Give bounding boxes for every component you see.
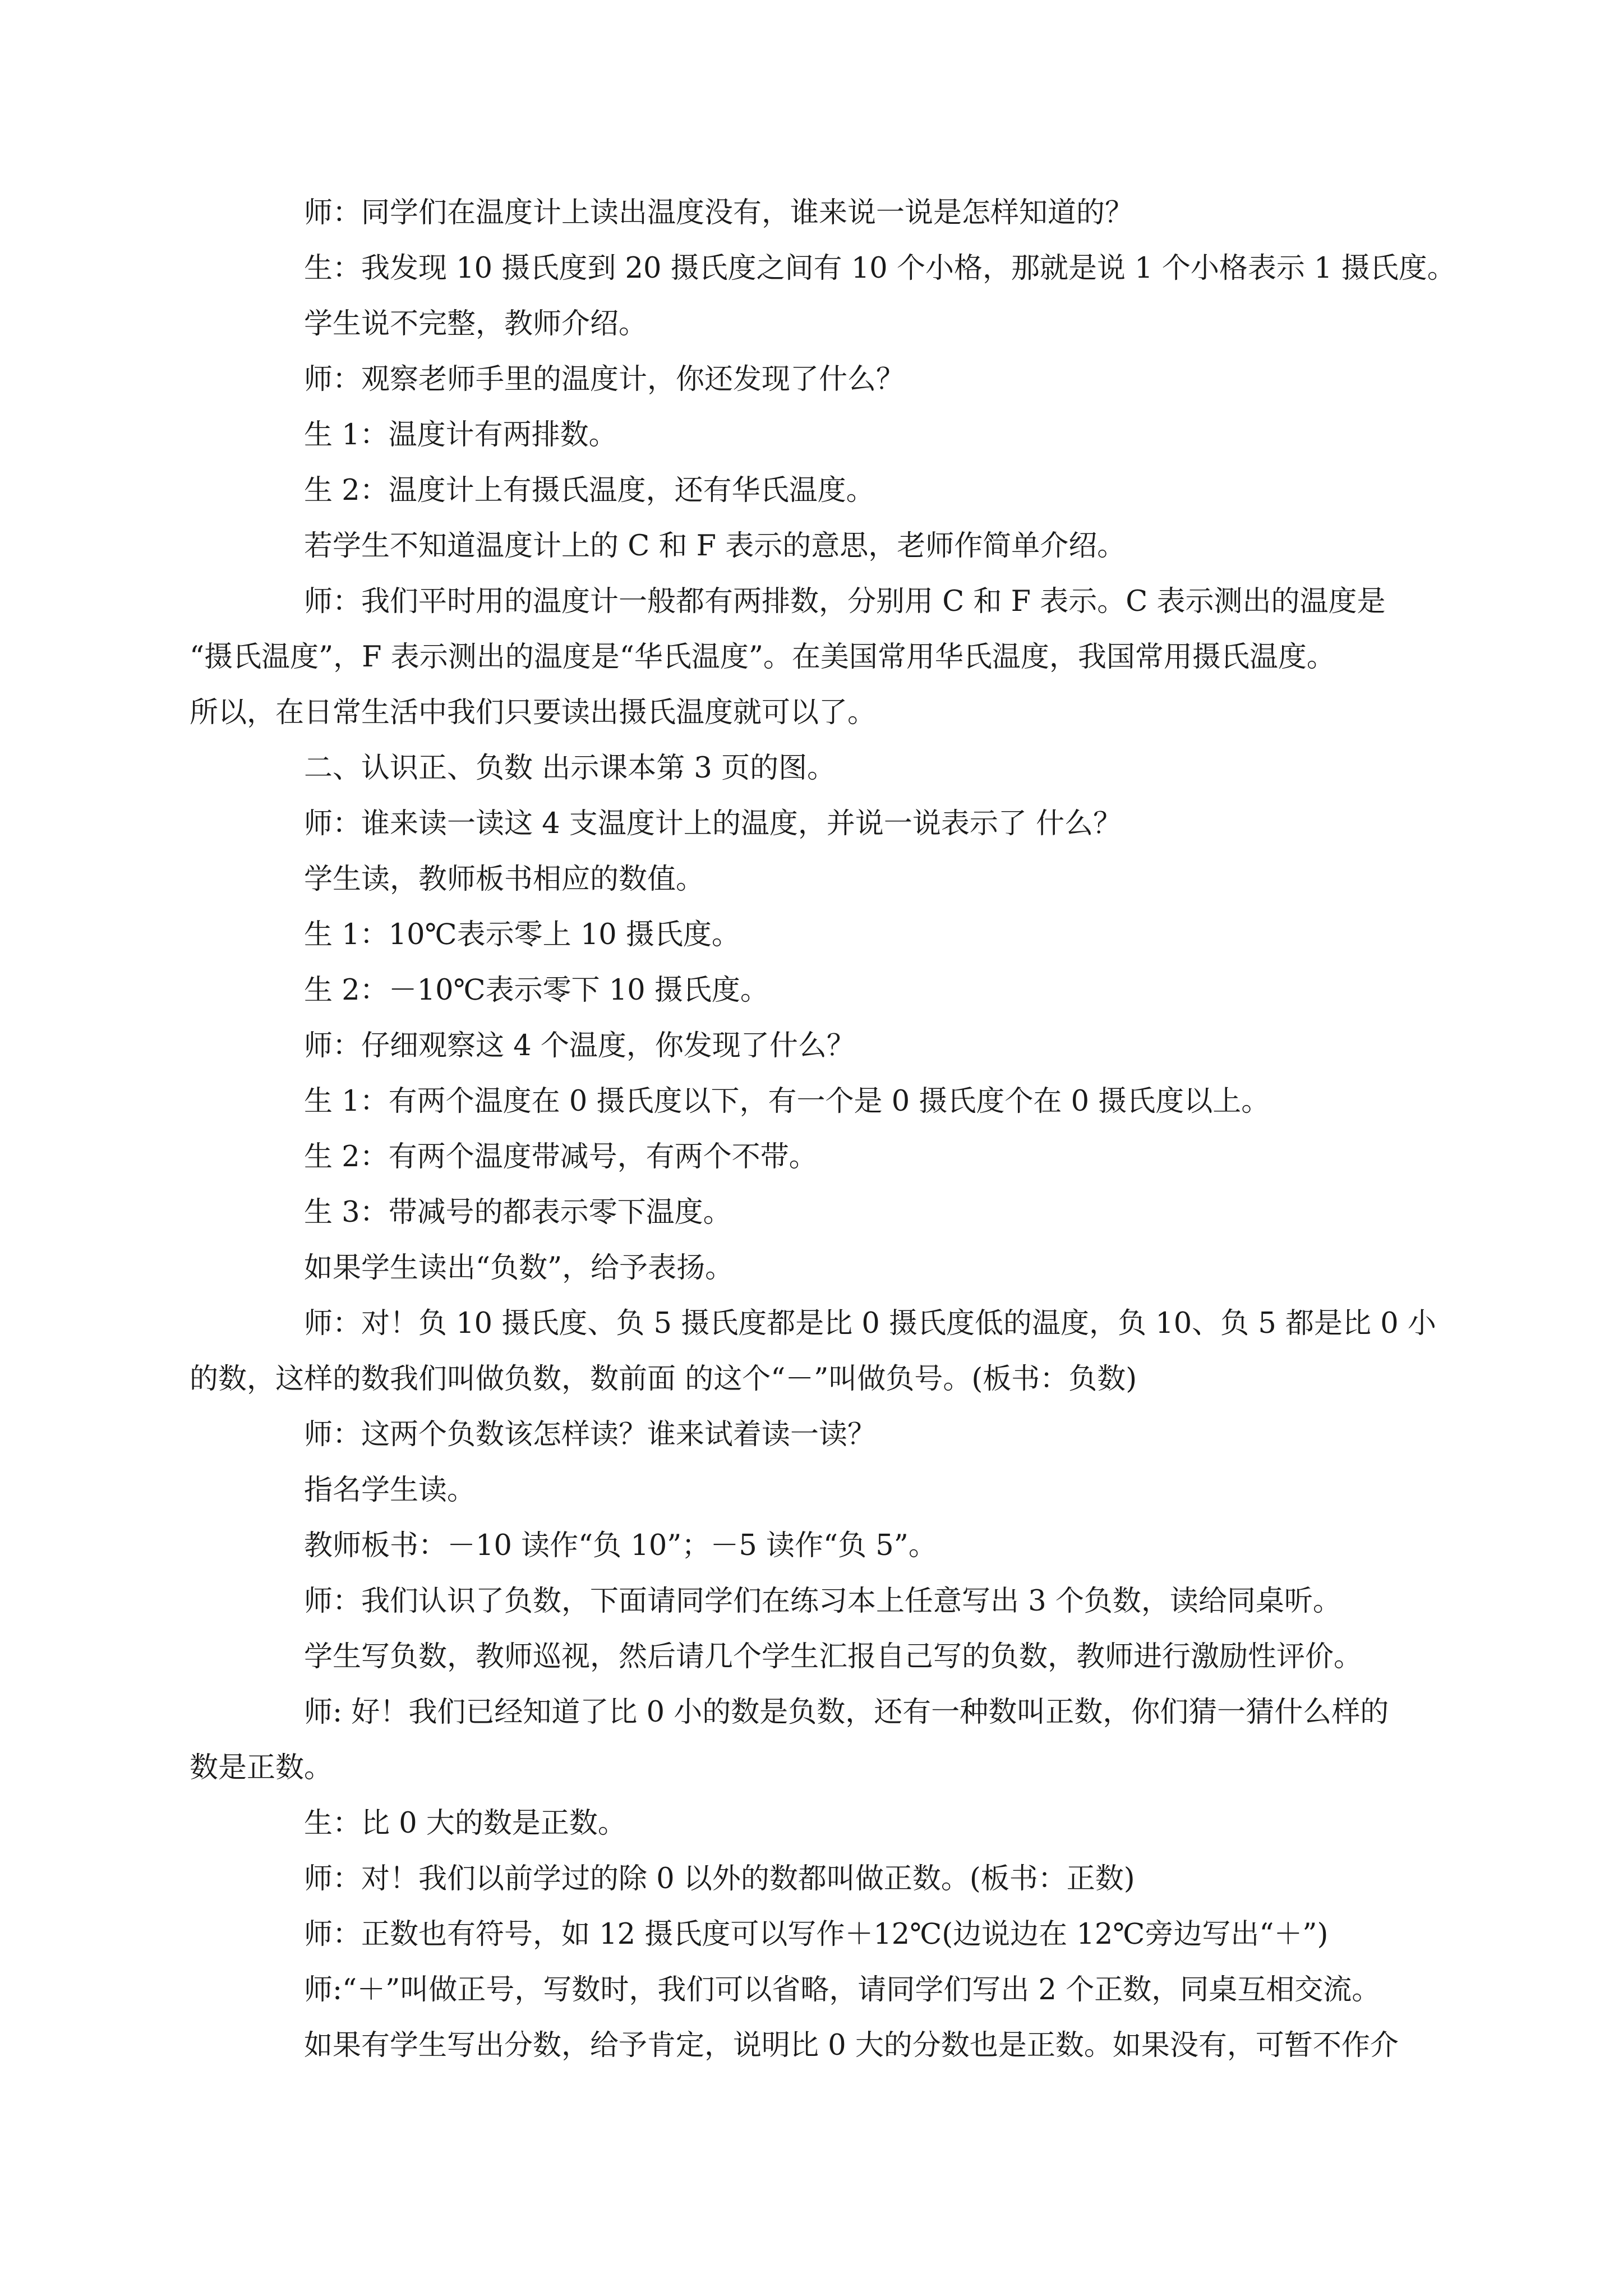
paragraph: 生 2：温度计上有摄氏温度，还有华氏温度。 (304, 474, 875, 507)
paragraph-multiline (190, 1685, 1391, 1796)
paragraph: 生 1：10℃表示零上 10 摄氏度。 (304, 918, 740, 951)
paragraph: 生 2：有两个温度带减号，有两个不带。 (304, 1140, 818, 1174)
paragraph-multiline (190, 1296, 1436, 1407)
paragraph: 生 3：带减号的都表示零下温度。 (304, 1196, 732, 1229)
paragraph: 生 1：有两个温度在 0 摄氏度以下，有一个是 0 摄氏度个在 0 摄氏度以上。 (304, 1085, 1270, 1118)
paragraph: 学生写负数，教师巡视，然后请几个学生汇报自己写的负数，教师进行激励性评价。 (304, 1640, 1363, 1673)
paragraph: 生：我发现 10 摄氏度到 20 摄氏度之间有 10 个小格，那就是说 1 个小格表示 1 摄氏度。 (304, 252, 1456, 285)
paragraph: 师：谁来读一读这 4 支温度计上的温度，并说一说表示了 什么？ (304, 807, 1122, 840)
paragraph: 学生读，教师板书相应的数值。 (304, 863, 705, 896)
paragraph: 教师板书：－10 读作“负 10”；－5 读作“负 5”。 (304, 1529, 937, 1562)
paragraph: 师：仔细观察这 4 个温度，你发现了什么？ (304, 1029, 855, 1062)
paragraph-line: 师：我们平时用的温度计一般都有两排数，分别用 C 和 F 表示。C 表示测出的温度是 (304, 585, 1386, 618)
paragraph-line: 所以，在日常生活中我们只要读出摄氏温度就可以了。 (190, 696, 877, 729)
paragraph-line: 的数，这样的数我们叫做负数，数前面 的这个“－”叫做负号。(板书：负数) (190, 1363, 1137, 1396)
paragraph: 师：对！我们以前学过的除 0 以外的数都叫做正数。(板书：正数) (304, 1862, 1135, 1895)
paragraph: 师：这两个负数该怎样读？谁来试着读一读？ (304, 1418, 877, 1451)
paragraph-line: 数是正数。 (190, 1751, 333, 1784)
paragraph: 师:“＋”叫做正号，写数时，我们可以省略，请同学们写出 2 个正数，同桌互相交流。 (304, 1973, 1381, 2007)
paragraph: 师：正数也有符号，如 12 摄氏度可以写作＋12℃(边说边在 12℃旁边写出“＋”) (304, 1918, 1329, 1951)
paragraph: 生 1：温度计有两排数。 (304, 418, 617, 452)
section-heading: 二、认识正、负数 出示课本第 3 页的图。 (304, 752, 836, 785)
paragraph: 生：比 0 大的数是正数。 (304, 1807, 626, 1840)
paragraph: 指名学生读。 (304, 1474, 476, 1507)
paragraph-line: 师：对！负 10 摄氏度、负 5 摄氏度都是比 0 摄氏度低的温度，负 10、负 5 都是比 0 小 (304, 1307, 1436, 1340)
paragraph-line: 师: 好！我们已经知道了比 0 小的数是负数，还有一种数叫正数，你们猜一猜什么样的 (304, 1696, 1389, 1729)
paragraph: 如果学生读出“负数”，给予表扬。 (304, 1251, 734, 1285)
lesson-text (190, 185, 1456, 2073)
paragraph-multiline (190, 574, 1391, 740)
paragraph: 学生说不完整，教师介绍。 (304, 307, 648, 341)
paragraph: 师：我们认识了负数，下面请同学们在练习本上任意写出 3 个负数，读给同桌听。 (304, 1585, 1341, 1618)
paragraph-line: “摄氏温度”，F 表示测出的温度是“华氏温度”。在美国常用华氏温度，我国常用摄氏温度。 (190, 641, 1335, 674)
paragraph: 师：观察老师手里的温度计，你还发现了什么？ (304, 363, 905, 396)
paragraph: 生 2：－10℃表示零下 10 摄氏度。 (304, 974, 769, 1007)
paragraph: 若学生不知道温度计上的 C 和 F 表示的意思，老师作简单介绍。 (304, 530, 1126, 563)
paragraph: 如果有学生写出分数，给予肯定，说明比 0 大的分数也是正数。如果没有，可暂不作介 (304, 2029, 1399, 2062)
paragraph: 师：同学们在温度计上读出温度没有，谁来说一说是怎样知道的？ (304, 196, 1134, 229)
